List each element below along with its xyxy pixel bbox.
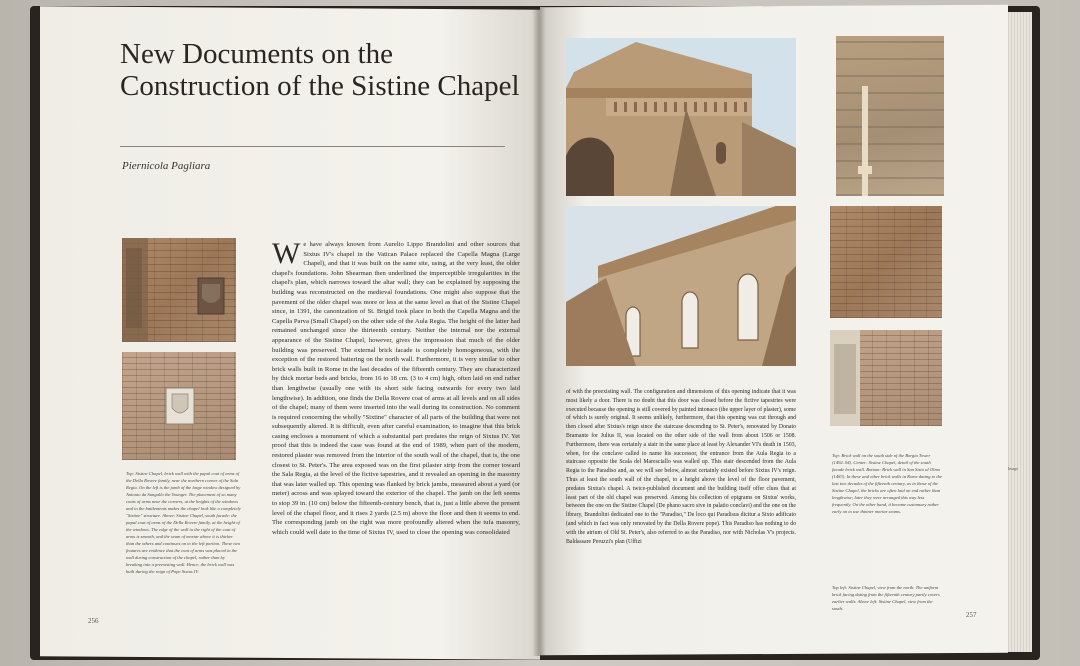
photo-borgia-tower-wall (836, 36, 944, 196)
left-page-number: 256 (88, 617, 99, 625)
page-edges (1006, 12, 1032, 652)
article-title: New Documents on the Construction of the Sistine Chapel (120, 38, 520, 102)
photo-sistine-south-facade-detail (830, 206, 942, 318)
title-rule (120, 146, 505, 147)
left-caption: Top: Sistine Chapel, brick wall with the papal coat of arms of the Della Rovere family, near the northern corner of the Sala Regia. On the left is the jamb of the large window designed by Antonio da Sangallo the Younger. The placement of so many coats of arms near the corners, at the heights of the windows and in the battlements makes the chapel look like a completely "Sixtine" structure. Above: Sistine Chapel, south facade: the papal coat of arms of the Della Rovere family, at the height of the windows. The edge of the wall to the right of the coat of arms is smooth, and the seam of mortar above it is thicker than the others and continues on to the left portion. These two features are evidence that the coat of arms was placed in the wall during construction of the chapel, rather than by breaking into a preexisting wall. Hence, the brick wall was built during the reign of Pope Sixtus IV. (126, 471, 241, 574)
left-body-text (272, 240, 520, 622)
right-page-number: 257 (966, 611, 977, 619)
photo-san-sisto-brick-wall (830, 330, 942, 426)
margin-note: Image (1008, 466, 1018, 471)
drop-cap: W (272, 240, 301, 270)
book-gutter (532, 8, 546, 656)
photo-brick-wall-coat-of-arms (122, 238, 236, 342)
photo-chapel-north-view (566, 38, 796, 196)
article-author: Piernicola Pagliara (122, 160, 211, 172)
right-caption-bottom: Top left: Sistine Chapel, view from the north. The uniform brick facing dating from the fifteenth century partly covers earlier walls. Above left: Sistine Chapel, view from the south. (832, 585, 940, 611)
left-body-paragraph: e have always known from Aurelio Lippo Brandolini and other sources that Sixtus IV's chapel in the Vatican Palace replaced the Capella Magna (Large Chapel), and that it was built on the same site, using, at the very least, the older chapel's foundations. John Shearman then underlined the imperceptible irregularities in the chapel's plan, which narrows toward the altar wall; they can be explained by supposing the building was reconstructed on the medieval foundations. One might also suppose that the pavement of the older chapel was more or less at the same level as that of the Sistine Chapel since, in 1391, the canonization of St. Brigid took place in both the Capella Magna and the Capella Parva (Small Chapel) on the other side of the Aula Regia. The height of the latter had remained unchanged since the thirteenth century. Neither the internal nor the external appearance of the Sistine Chapel, however, gives the impression that much of the older building was preserved. The external brick facade is completely homogeneous, with the exception of the restored battering on the north wall. Furthermore, it is very similar to other brick walls built in Rome in the last decades of the fifteenth century. They are characterized by thick mortar beds and bricks, from 16 to 18 cm. (3 to 4 cm) high, often laid on end rather than lengthwise (usually one with its short side facing outwards for every two laid lengthwise). In addition, one finds the Della Rovere coat of arms at all levels and on all sides of the chapel; many of them were inserted into the wall during its construction. No comment is required concerning the wholly "Sixtine" character of all parts of the building that were not subsequently altered. It is difficult, even after careful examination, to imagine that this brick casing encloses a monument of which a substantial part predates the reign of Sixtus IV. Yet proof that this is indeed the case was found at the end of 1989, when part of the modern, restored plaster was removed from the interior of the south wall of the chapel, that is, the one closest to St. Peter's. The area exposed was on the first pilaster strip from the corner toward the Sala Regia, at the level of the fictive tapestries, and it revealed an opening in the masonry that was later walled up. This opening was flanked by brick jambs, measured about a yard (or meter) across and was splayed toward the exterior of the chapel. The jamb on the left seems to stop 39 in. (10 cm) below the fifteenth-century bench, that is, just a little above the present level of the chapel floor, and it rises 2 yards (2.5 m) above the floor and then it seems to end. The corresponding jamb on the right was more profoundly altered when the tufa masonry, which could well date to the time of Sixtus IV, used to close the opening was consolidated (272, 241, 520, 536)
right-body-text: of with the preexisting wall. The configuration and dimensions of this opening indicate that it was most likely a door. There is no doubt that this door was closed before the fictive tapestries were executed because the opening is still covered by painted intonaco (the upper layer of plaster), some of which is surely original. It seems unlikely, furthermore, that this opening was cut through and then closed after Sixtus's reign since the staircase descending to St. Peter's, renovated by Donato Bramante for Julius II, was located on the other side of the wall from about 1506 or 1508. Furthermore, there was certainly a stair in the same place at least by Alexander VI's death in 1503, when, for the conclave called to name his successor, the entrance from the Aula Regia to a staircase opposite the Scala del Maresciallo was walled up. This stair descended from the Aula Regia to the Paradiso and, as we will see below, almost certainly existed before Sixtus IV's reign. Thus at least the south wall of the chapel, to a height above the level of the floor pavement, predates Sixtus's chapel. A twice-published document and the building itself offer clues that at least part of the old chapel was preserved. Among his collection of epigrams on Sixtus' works, between the one on the Sistine Chapel (De phano sacro sive in palatio conclavi) and the one on the library, Brandolini dedicated one to the "Paradiso," De loco qui Paradisus dicitur a Sixto adificato (and which in fact was only renovated by the Della Rovere pope). This Paradiso has nothing to do with the atrium of Old St. Peter's, also referred to as the Paradiso, nor with Nicholas V's projects. Baldassare Peruzzi's plan (Uffizi (566, 389, 796, 545)
photo-chapel-south-view (566, 206, 796, 366)
right-caption-top: Top: Brick wall on the south side of the Borgia Tower (1492–94). Center: Sistine Chapel, detail of the south facade brick wall. Bottom: Brick wall in San Sisto al Olmo (1483). In these and other brick walls in Rome dating to the last two decades of the fifteenth century, as in those of the Sistine Chapel, the bricks are often laid on end rather than lengthwise; later they were arranged this way less frequently. On the other hand, it became customary rather early on to use thinner mortar seams. (832, 453, 942, 514)
photo-papal-coat-of-arms (122, 352, 236, 460)
